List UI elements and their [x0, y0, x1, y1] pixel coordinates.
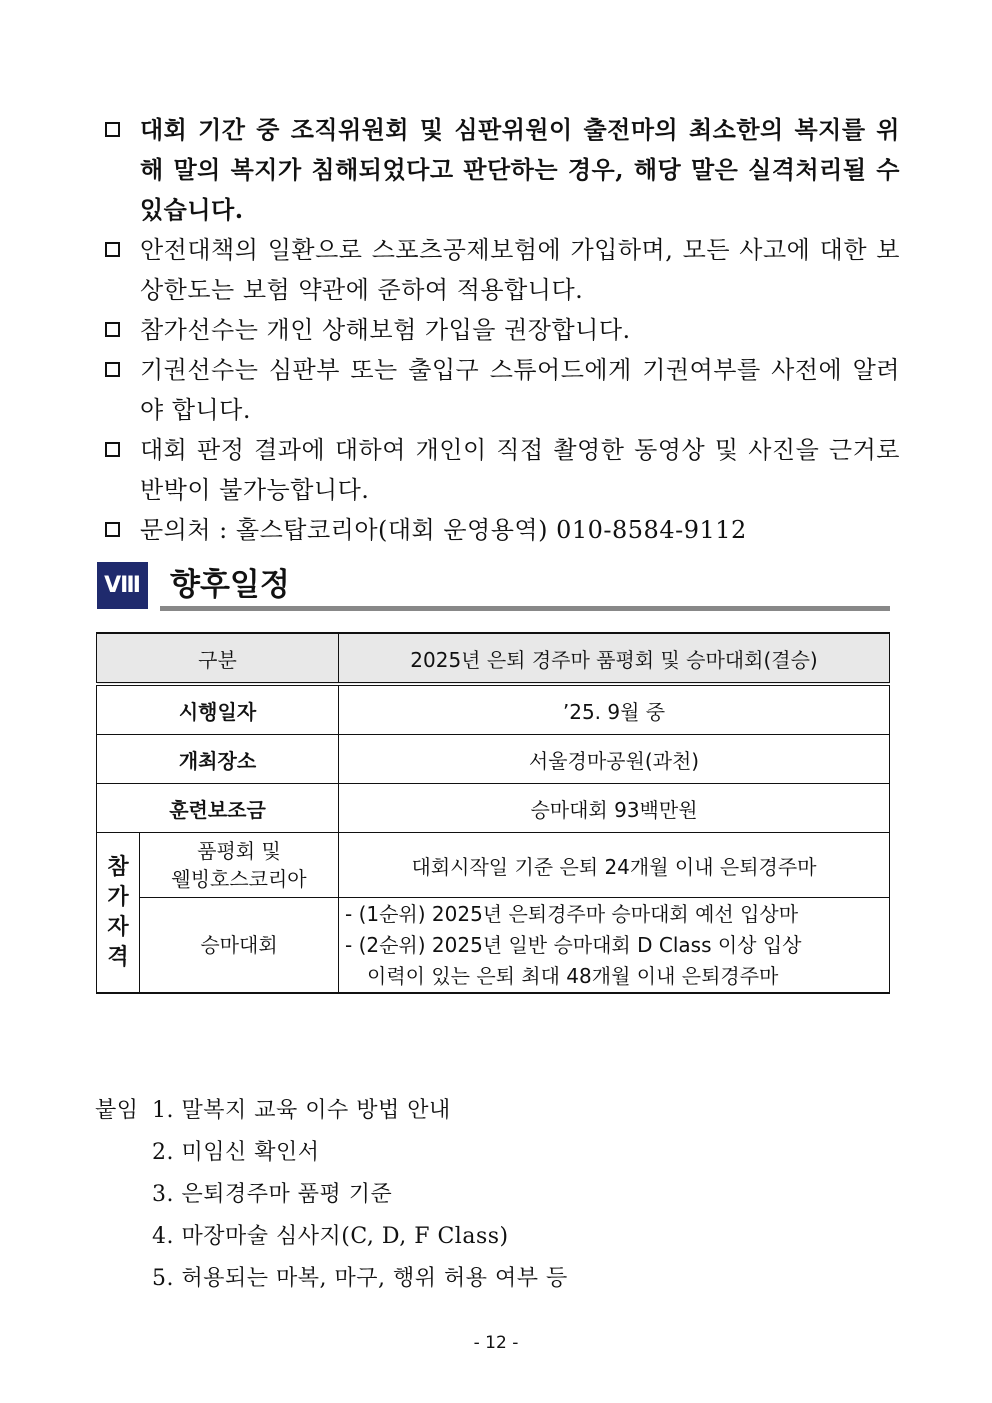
row-value: 서울경마공원(과천) — [339, 735, 890, 784]
qualification-char: 격 — [107, 944, 129, 970]
note-text: 안전대책의 일환으로 스포츠공제보험에 가입하며, 모든 사고에 대한 보상한도는 보험 약관에 준하여 적용합니다. — [140, 236, 900, 304]
note-item — [105, 430, 900, 510]
note-text: 대회 기간 중 조직위원회 및 심판위원이 출전마의 최소한의 복지를 위해 말의 복지가 침해되었다고 판단하는 경우, 해당 말은 실격처리될 수 있습니다. — [140, 115, 900, 224]
note-item — [105, 350, 900, 430]
qualification-value: 대회시작일 기준 은퇴 24개월 이내 은퇴경주마 — [339, 833, 890, 898]
checkbox-icon — [105, 322, 120, 337]
table-row — [97, 684, 890, 735]
table-row — [97, 784, 890, 833]
note-text: 문의처 : 홀스탑코리아(대회 운영용역) 010-8584-9112 — [140, 516, 747, 544]
checkbox-icon — [105, 122, 120, 137]
row-label: 개최장소 — [97, 735, 339, 784]
schedule-table — [96, 632, 890, 994]
attachment-item: 5. 허용되는 마복, 마구, 행위 허용 여부 등 — [152, 1266, 568, 1291]
checkbox-icon — [105, 242, 120, 257]
row-value: 승마대회 93백만원 — [339, 784, 890, 833]
table-row — [97, 833, 890, 898]
row-label: 훈련보조금 — [97, 784, 339, 833]
qualification-label — [97, 833, 140, 994]
qualification-value — [339, 898, 890, 994]
qualification-line: - (1순위) 2025년 은퇴경주마 승마대회 예선 입상마 — [345, 901, 799, 926]
checkbox-icon — [105, 522, 120, 537]
sub-label-line: 품평회 및 — [197, 839, 281, 863]
qualification-char: 가 — [107, 884, 129, 910]
attachment-item: 4. 마장마술 심사지(C, D, F Class) — [152, 1224, 509, 1249]
qualification-line: - (2순위) 2025년 일반 승마대회 D Class 이상 입상 — [345, 932, 802, 957]
table-header-cell: 2025년 은퇴 경주마 품평회 및 승마대회(결승) — [339, 633, 890, 684]
table-header-cell: 구분 — [97, 633, 339, 684]
table-row — [97, 898, 890, 994]
note-item — [105, 310, 900, 350]
note-item — [105, 510, 900, 550]
qualification-char: 자 — [107, 914, 129, 940]
checkbox-icon — [105, 362, 120, 377]
note-text: 참가선수는 개인 상해보험 가입을 권장합니다. — [140, 316, 631, 344]
section-underline — [160, 606, 890, 611]
qualification-sub-label — [140, 833, 339, 898]
qualification-sub-label: 승마대회 — [140, 898, 339, 994]
qualification-line: 이력이 있는 은퇴 최대 48개월 이내 은퇴경주마 — [367, 963, 779, 988]
section-number: Ⅷ — [97, 562, 148, 609]
note-item — [105, 230, 900, 310]
note-text: 기권선수는 심판부 또는 출입구 스튜어드에게 기권여부를 사전에 알려야 합니다. — [140, 356, 900, 424]
section-title: 향후일정 — [170, 567, 290, 603]
qualification-char: 참 — [107, 854, 129, 880]
page-number: - 12 - — [473, 1333, 519, 1353]
attachments-label: 붙임 — [95, 1098, 139, 1123]
table-row — [97, 735, 890, 784]
note-item — [105, 110, 900, 230]
sub-label-line: 웰빙호스코리아 — [171, 867, 307, 891]
attachment-item: 2. 미임신 확인서 — [152, 1140, 320, 1165]
note-text: 대회 판정 결과에 대하여 개인이 직접 촬영한 동영상 및 사진을 근거로 반박이 불가능합니다. — [140, 436, 900, 504]
row-value: ’25. 9월 중 — [339, 684, 890, 735]
attachment-item: 1. 말복지 교육 이수 방법 안내 — [152, 1098, 451, 1123]
checkbox-icon — [105, 442, 120, 457]
attachment-item: 3. 은퇴경주마 품평 기준 — [152, 1182, 393, 1207]
table-header-row — [97, 633, 890, 684]
row-label: 시행일자 — [97, 684, 339, 735]
